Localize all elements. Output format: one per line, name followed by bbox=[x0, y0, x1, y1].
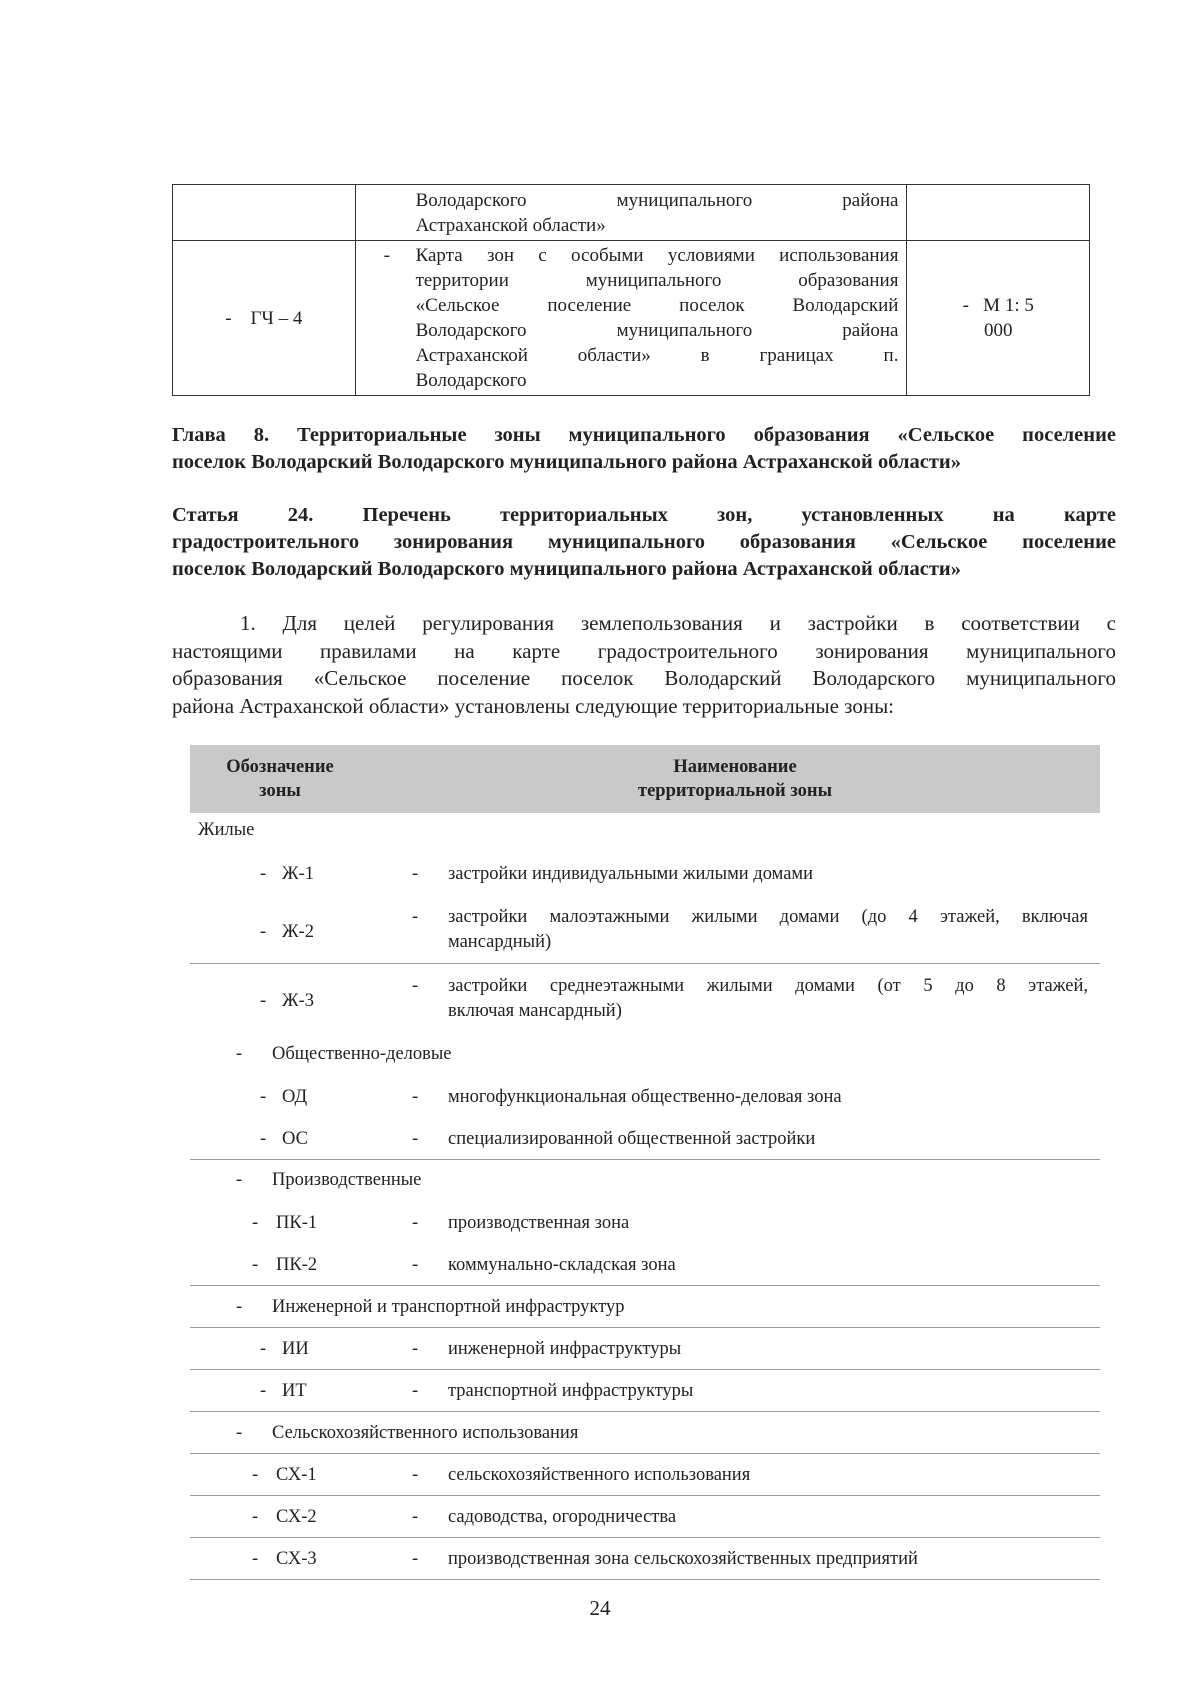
zone-code: ОС bbox=[282, 1129, 308, 1149]
zone-code: ИТ bbox=[282, 1381, 307, 1401]
zone-row bbox=[190, 1463, 1100, 1496]
zone-name-line: производственная зона bbox=[448, 1213, 630, 1233]
cell-text-line: Володарского муниципального района bbox=[415, 320, 899, 341]
zone-name bbox=[448, 1463, 1088, 1488]
zone-code: СХ-3 bbox=[276, 1549, 317, 1569]
paragraph-line: 1. Для целей регулирования землепользования и застройки в соответствии с bbox=[240, 611, 1116, 635]
zone-name bbox=[448, 862, 1088, 887]
zone-row bbox=[190, 905, 1100, 964]
zone-name bbox=[448, 1547, 1088, 1572]
header-text: зоны bbox=[259, 781, 301, 801]
list-dash: - bbox=[412, 907, 419, 927]
heading-line: поселок Володарский Володарского муниципального района Астраханской области» bbox=[172, 558, 961, 580]
zone-name bbox=[448, 1253, 1088, 1278]
zone-name bbox=[448, 1127, 1088, 1152]
paragraph-line: района Астраханской области» установлены следующие территориальные зоны: bbox=[172, 693, 895, 718]
list-dash: - bbox=[252, 1213, 259, 1233]
map-code: ГЧ – 4 bbox=[250, 307, 303, 329]
zone-name bbox=[448, 974, 1088, 1024]
zone-name bbox=[448, 1337, 1088, 1362]
group-row bbox=[190, 1421, 1100, 1454]
zone-code: Ж-2 bbox=[282, 922, 314, 942]
list-dash: - bbox=[412, 1549, 419, 1569]
zone-code: ПК-1 bbox=[276, 1213, 318, 1233]
list-dash: - bbox=[260, 922, 267, 942]
cell-text-line: территории муниципального образования bbox=[415, 270, 899, 291]
zone-row bbox=[190, 1337, 1100, 1370]
list-dash: - bbox=[236, 1170, 243, 1190]
zone-name bbox=[448, 1505, 1088, 1530]
zone-code: СХ-2 bbox=[276, 1507, 317, 1527]
table-row bbox=[173, 185, 1090, 241]
table-cell bbox=[173, 185, 356, 241]
header-zone-code bbox=[190, 755, 370, 803]
paragraph-line: образования «Сельское поселение поселок Володарский Володарского муниципального bbox=[172, 666, 1116, 690]
zone-row bbox=[190, 1085, 1100, 1115]
group-row bbox=[190, 1295, 1100, 1328]
zones-table-header bbox=[190, 745, 1100, 813]
zone-name-line: садоводства, огородничества bbox=[448, 1507, 677, 1527]
article-heading bbox=[172, 502, 1116, 583]
zone-code: ПК-2 bbox=[276, 1255, 318, 1275]
page-number: 24 bbox=[589, 1596, 611, 1620]
zone-row bbox=[190, 1253, 1100, 1286]
zone-row bbox=[190, 862, 1100, 892]
cell-text-line: Астраханской области» в границах п. bbox=[415, 345, 899, 366]
table-cell bbox=[907, 241, 1090, 396]
zone-code: ИИ bbox=[282, 1339, 309, 1359]
list-dash: - bbox=[225, 307, 232, 329]
heading-line: Глава 8. Территориальные зоны муниципального образования «Сельское поселение bbox=[172, 424, 1116, 446]
zone-name bbox=[448, 905, 1088, 955]
list-dash: - bbox=[236, 1297, 243, 1317]
group-row bbox=[190, 1042, 1100, 1072]
zone-name bbox=[448, 1211, 1088, 1236]
cell-text-line: Володарского bbox=[415, 370, 527, 391]
list-dash: - bbox=[412, 1381, 419, 1401]
list-dash: - bbox=[412, 1465, 419, 1485]
list-dash: - bbox=[412, 1339, 419, 1359]
list-dash: - bbox=[260, 1129, 267, 1149]
table-cell bbox=[173, 241, 356, 396]
zone-name-line: производственная зона сельскохозяйственных предприятий bbox=[448, 1549, 918, 1569]
zone-row bbox=[190, 1505, 1100, 1538]
list-dash: - bbox=[962, 295, 969, 316]
paragraph-line: настоящими правилами на карте градостроительного зонирования муниципального bbox=[172, 638, 1116, 663]
zone-code: Ж-3 bbox=[282, 991, 314, 1011]
list-dash: - bbox=[252, 1465, 259, 1485]
header-text: территориальной зоны bbox=[637, 781, 833, 801]
list-dash: - bbox=[236, 1044, 243, 1064]
header-text: Обозначение bbox=[226, 757, 334, 777]
group-label: Жилые bbox=[198, 820, 255, 840]
table-row bbox=[173, 241, 1090, 396]
zone-row bbox=[190, 1547, 1100, 1580]
cell-text-line: Астраханской области» bbox=[415, 215, 606, 236]
zone-code: ОД bbox=[282, 1087, 308, 1107]
zone-code: Ж-1 bbox=[282, 864, 314, 884]
cell-text-line: Володарского муниципального района bbox=[415, 190, 899, 211]
list-dash: - bbox=[252, 1549, 259, 1569]
heading-line: Статья 24. Перечень территориальных зон, установленных на карте bbox=[172, 504, 1116, 526]
chapter-heading bbox=[172, 422, 1116, 476]
zone-name-line: включая мансардный) bbox=[448, 1001, 622, 1021]
zone-name bbox=[448, 1379, 1088, 1404]
group-label: Общественно-деловые bbox=[272, 1044, 452, 1064]
documents-table bbox=[172, 184, 1090, 396]
zone-name-line: застройки малоэтажными жилыми домами (до 4 этажей, включая bbox=[448, 907, 1088, 927]
map-scale: М 1: 5 bbox=[983, 295, 1034, 316]
list-dash: - bbox=[412, 1507, 419, 1527]
group-label: Сельскохозяйственного использования bbox=[272, 1423, 579, 1443]
list-dash: - bbox=[260, 991, 267, 1011]
zone-name-line: застройки среднеэтажными жилыми домами (от 5 до 8 этажей, bbox=[448, 976, 1088, 996]
list-dash: - bbox=[412, 1213, 419, 1233]
list-dash: - bbox=[412, 1087, 419, 1107]
list-dash: - bbox=[260, 1339, 267, 1359]
list-dash: - bbox=[260, 864, 267, 884]
group-label: Инженерной и транспортной инфраструктур bbox=[272, 1297, 625, 1317]
zone-name bbox=[448, 1085, 1088, 1110]
zone-name-line: многофункциональная общественно-деловая зона bbox=[448, 1087, 842, 1107]
group-row bbox=[190, 1168, 1100, 1198]
list-dash: - bbox=[260, 1087, 267, 1107]
list-dash: - bbox=[383, 245, 390, 266]
zone-row bbox=[190, 1211, 1100, 1241]
list-dash: - bbox=[236, 1423, 243, 1443]
zone-code: СХ-1 bbox=[276, 1465, 317, 1485]
heading-line: поселок Володарский Володарского муниципального района Астраханской области» bbox=[172, 451, 961, 473]
list-dash: - bbox=[412, 976, 419, 996]
header-text: Наименование bbox=[673, 757, 797, 777]
map-scale-cont: 000 bbox=[983, 320, 1013, 341]
zone-name-line: мансардный) bbox=[448, 932, 552, 952]
header-zone-name bbox=[370, 755, 1100, 803]
zone-name-line: коммунально-складская зона bbox=[448, 1255, 676, 1275]
list-dash: - bbox=[252, 1255, 259, 1275]
table-cell bbox=[355, 185, 907, 241]
zone-name-line: специализированной общественной застройки bbox=[448, 1129, 816, 1149]
zone-row bbox=[190, 1127, 1100, 1160]
zone-row bbox=[190, 974, 1100, 1032]
zone-name-line: транспортной инфраструктуры bbox=[448, 1381, 694, 1401]
list-dash: - bbox=[252, 1507, 259, 1527]
zone-name-line: инженерной инфраструктуры bbox=[448, 1339, 682, 1359]
cell-text-line: Карта зон с особыми условиями использования bbox=[415, 245, 899, 266]
heading-line: градостроительного зонирования муниципального образования «Сельское поселение bbox=[172, 531, 1116, 553]
list-dash: - bbox=[412, 1129, 419, 1149]
zone-name-line: сельскохозяйственного использования bbox=[448, 1465, 751, 1485]
table-cell bbox=[355, 241, 907, 396]
group-label: Производственные bbox=[272, 1170, 422, 1190]
group-row bbox=[190, 818, 1100, 848]
list-dash: - bbox=[260, 1381, 267, 1401]
cell-text-line: «Сельское поселение поселок Володарский bbox=[415, 295, 899, 316]
zone-name-line: застройки индивидуальными жилыми домами bbox=[448, 864, 814, 884]
body-paragraph bbox=[172, 610, 1116, 720]
list-dash: - bbox=[412, 1255, 419, 1275]
zone-row bbox=[190, 1379, 1100, 1412]
table-cell bbox=[907, 185, 1090, 241]
list-dash: - bbox=[412, 864, 419, 884]
